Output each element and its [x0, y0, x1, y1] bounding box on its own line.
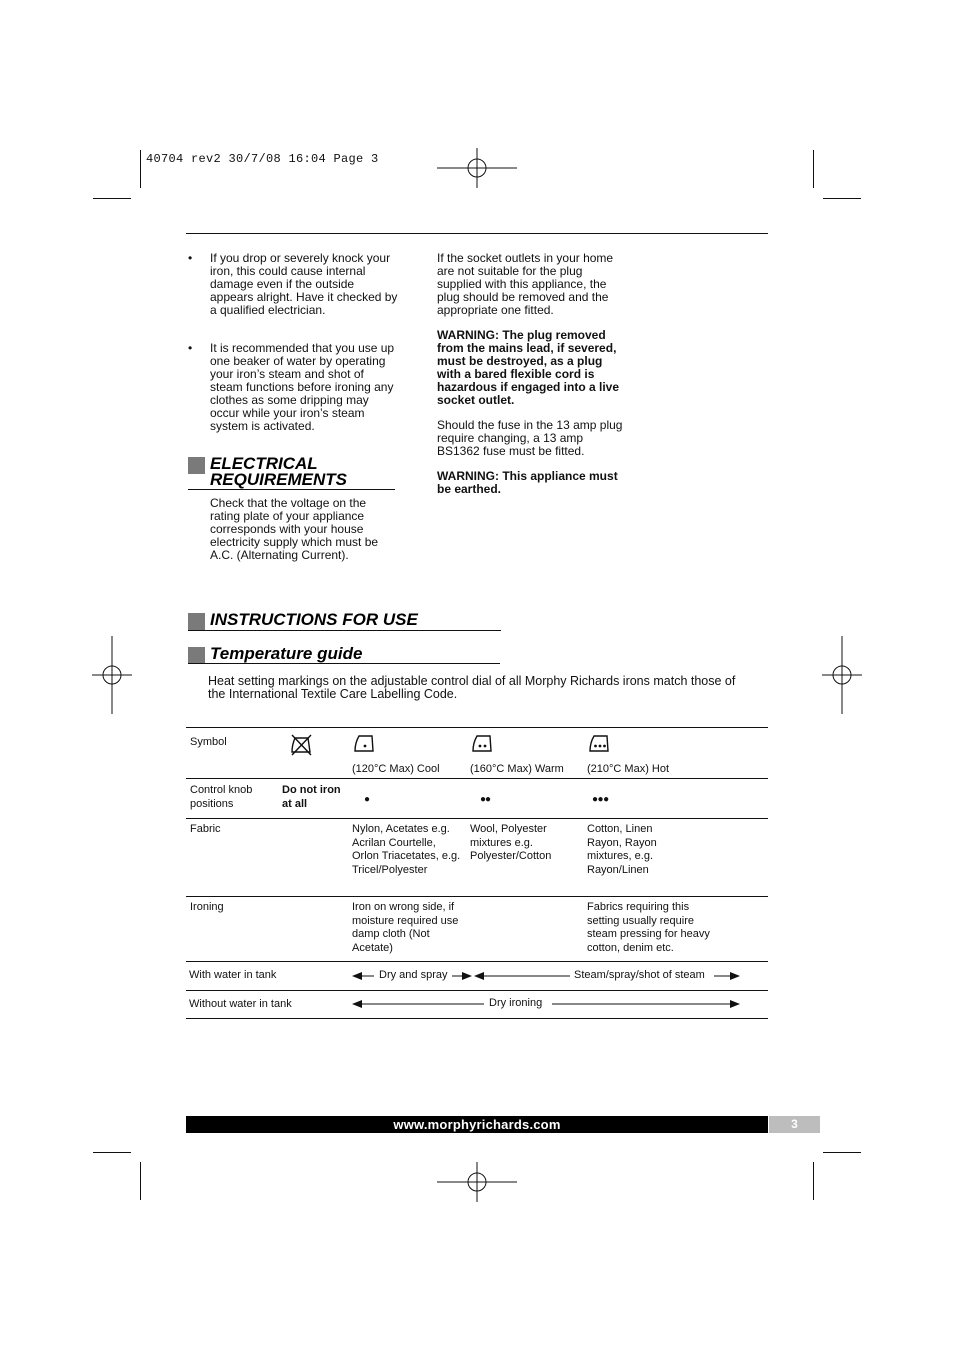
bullet-item	[188, 252, 398, 317]
page-number: 3	[769, 1116, 820, 1133]
crop-mark	[823, 1152, 861, 1153]
plug-paragraph: If the socket outlets in your home are not suitable for the plug supplied with this appliance, the plug should be removed and the appropriate one fitted.	[437, 251, 614, 317]
table-row	[186, 897, 768, 962]
earth-warning: WARNING: This appliance must be earthed.	[437, 469, 618, 496]
row-label: Control knob positions	[190, 784, 253, 810]
heading-text: Temperature guide	[210, 644, 363, 663]
knob-one-dot: ●	[364, 794, 371, 805]
iron-crossed-icon	[290, 733, 314, 757]
table-row	[186, 962, 768, 991]
table-row	[186, 819, 768, 897]
registration-mark-icon	[437, 148, 517, 188]
heading-underline	[188, 663, 500, 664]
crop-mark	[813, 150, 814, 188]
crop-mark	[93, 198, 131, 199]
symbol-hot-label: (210°C Max) Hot	[587, 762, 670, 775]
row-label: Ironing	[190, 901, 224, 913]
dry-and-spray-label: Dry and spray	[379, 969, 448, 981]
temperature-table	[186, 727, 768, 1019]
with-water-arrows	[352, 962, 768, 991]
instructions-heading	[188, 612, 501, 628]
row-label: Symbol	[190, 736, 227, 748]
crop-mark	[140, 1162, 141, 1200]
footer-bar	[186, 1116, 768, 1133]
iron-one-dot-icon	[352, 733, 376, 755]
crop-mark	[823, 198, 861, 199]
print-slug: 40704 rev2 30/7/08 16:04 Page 3	[146, 152, 379, 166]
registration-mark-icon	[92, 636, 132, 714]
crop-mark	[93, 1152, 131, 1153]
website-url: www.morphyrichards.com	[393, 1117, 561, 1132]
registration-mark-icon	[437, 1162, 517, 1202]
bullet-text: If you drop or severely knock your iron, this could cause internal damage even if the outside appears alright. Have it checked by a qualified electrician.	[210, 251, 398, 317]
iron-two-dots-icon	[470, 733, 494, 755]
heading-underline	[188, 630, 501, 631]
top-rule	[186, 233, 768, 234]
fabric-hot: Cotton, Linen Rayon, Rayon mixtures, e.g. Rayon/Linen	[587, 823, 657, 876]
row-label: Fabric	[190, 823, 221, 835]
bullet-item	[188, 342, 398, 433]
without-water-arrows	[352, 991, 768, 1019]
fabric-cool: Nylon, Acetates e.g. Acrilan Courtelle, Orlon Triacetates, e.g. Tricel/Polyester	[352, 823, 461, 876]
dry-ironing-label: Dry ironing	[489, 997, 543, 1009]
plug-warning: WARNING: The plug removed from the mains lead, if severed, must be destroyed, as a plug with a bared flexible cord is hazardous if engaged into a live socket outlet.	[437, 328, 620, 407]
fuse-paragraph: Should the fuse in the 13 amp plug require changing, a 13 amp BS1362 fuse must be fitted.	[437, 418, 623, 458]
steam-spray-label: Steam/spray/shot of steam	[574, 969, 705, 981]
temperature-heading	[188, 646, 500, 662]
bullet-dot: •	[188, 251, 193, 265]
heading-square-icon	[188, 647, 205, 664]
temperature-intro: Heat setting markings on the adjustable control dial of all Morphy Richards irons match those of the International Textile Care Labelling Code.	[208, 674, 736, 701]
heading-square-icon	[188, 613, 205, 630]
knob-two-dots: ●●	[480, 794, 491, 805]
knob-three-dots: ●●●	[592, 794, 609, 805]
symbol-warm-label: (160°C Max) Warm	[470, 762, 564, 775]
symbol-cool-label: (120°C Max) Cool	[352, 762, 440, 775]
heading-square-icon	[188, 457, 205, 474]
ironing-cool: Iron on wrong side, if moisture required use damp cloth (Not Acetate)	[352, 901, 459, 954]
fabric-warm: Wool, Polyester mixtures e.g. Polyester/Cotton	[470, 823, 552, 862]
knob-none: Do not iron at all	[282, 784, 341, 810]
table-row	[186, 728, 768, 779]
heading-text: INSTRUCTIONS FOR USE	[210, 610, 418, 629]
bullet-dot: •	[188, 341, 193, 355]
electrical-heading	[188, 456, 395, 488]
registration-mark-icon	[822, 636, 862, 714]
heading-underline	[188, 489, 395, 490]
table-row	[186, 991, 768, 1019]
heading-text: ELECTRICAL REQUIREMENTS	[210, 454, 347, 489]
crop-mark	[813, 1162, 814, 1200]
bullet-text: It is recommended that you use up one beaker of water by operating your iron’s steam and shot of steam functions before ironing any clothes as some dripping may occur while your iron’s steam system is activated.	[210, 341, 395, 433]
without-water-arrow-lines	[352, 997, 742, 1011]
iron-three-dots-icon	[587, 733, 611, 755]
electrical-text: Check that the voltage on the rating plate of your appliance corresponds with your house electricity supply which must be A.C. (Alternating Current).	[210, 496, 379, 562]
row-label: With water in tank	[189, 969, 277, 981]
crop-mark	[140, 150, 141, 188]
row-label: Without water in tank	[189, 998, 292, 1010]
table-row	[186, 779, 768, 819]
ironing-hot: Fabrics requiring this setting usually require steam pressing for heavy cotton, denim etc.	[587, 901, 710, 954]
